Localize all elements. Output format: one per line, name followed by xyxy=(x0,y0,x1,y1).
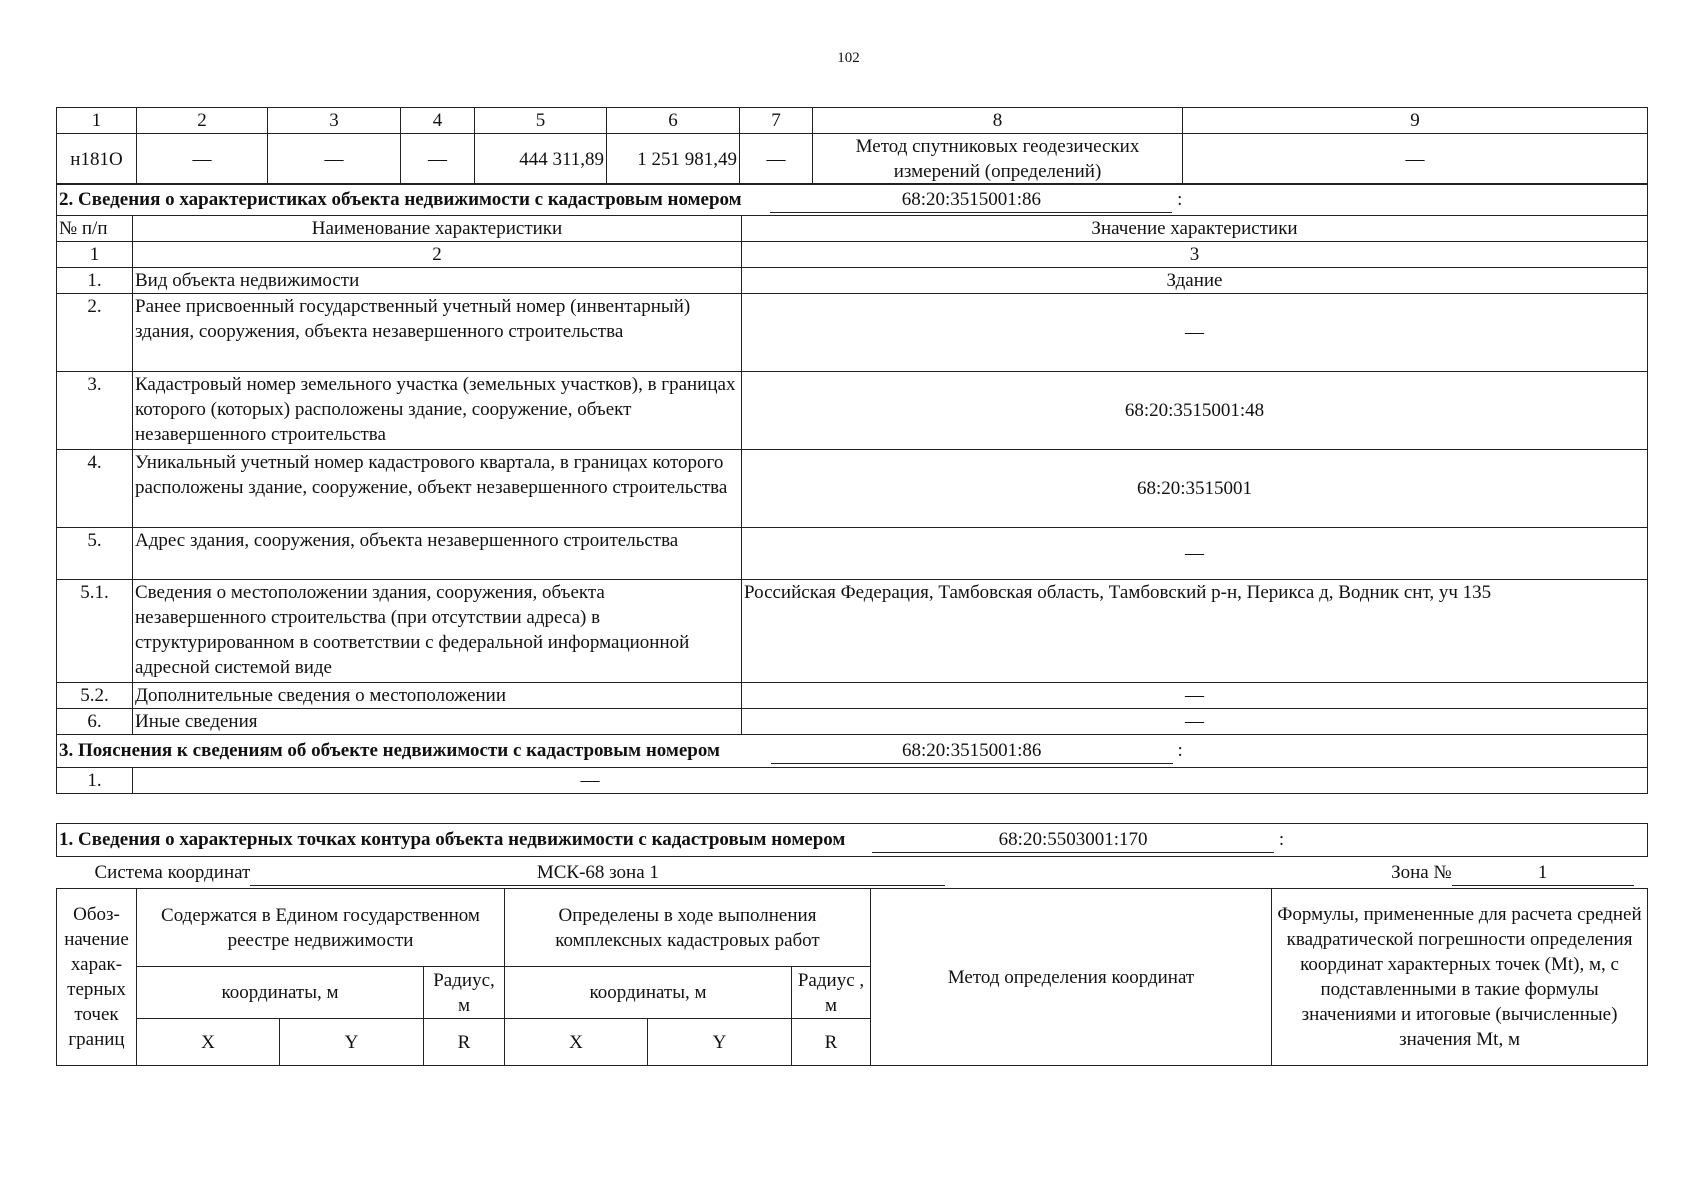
determined-header: Определены в ходе выполнения комплексных кадастровых работ xyxy=(505,889,871,967)
explanation-value xyxy=(133,768,1648,794)
header-cell: 4 xyxy=(401,108,475,134)
section-3-cadastral-number: 68:20:3515001:86 xyxy=(771,738,1173,764)
explanation-text: — xyxy=(580,770,600,791)
table-row xyxy=(57,580,1648,683)
column-header: № п/п xyxy=(57,216,133,242)
row-number: 1. xyxy=(57,768,133,794)
section-2-title: 2. Сведения о характеристиках объекта недвижимости с кадастровым номером xyxy=(59,188,742,210)
coordinate-x: 444 311,89 xyxy=(475,134,607,185)
table-cell: — xyxy=(1183,134,1648,185)
characteristic-name: Кадастровый номер земельного участка (земельных участков), в границах которого (которых) расположены здание, сооружение, объект незавершенного строительства xyxy=(133,372,742,450)
table-row xyxy=(57,294,1648,372)
row-number: 5. xyxy=(57,528,133,580)
header-cell: 1 xyxy=(57,108,137,134)
characteristic-value: — xyxy=(742,683,1648,709)
section-1b-colon: : xyxy=(1278,829,1285,850)
characteristic-name: Иные сведения xyxy=(133,709,742,735)
characteristic-name: Ранее присвоенный государственный учетный номер (инвентарный) здания, сооружения, объекта незавершенного строительства xyxy=(133,294,742,372)
coords-header: координаты, м xyxy=(505,967,792,1019)
contour-points-table xyxy=(56,823,1648,1066)
table-row xyxy=(57,450,1648,528)
r-header: R xyxy=(792,1019,871,1066)
section-1b-cadastral-number: 68:20:5503001:170 xyxy=(872,827,1274,853)
section-2-title-cell xyxy=(57,184,1648,216)
characteristic-value: Здание xyxy=(742,268,1648,294)
coordinates-table-top xyxy=(56,107,1648,185)
table-row xyxy=(57,134,1648,185)
header-row-1 xyxy=(57,889,1648,967)
in-registry-header: Содержатся в Едином государственном реестре недвижимости xyxy=(137,889,505,967)
table-cell: — xyxy=(268,134,401,185)
characteristic-value: — xyxy=(742,709,1648,735)
formulas-header: Формулы, примененные для расчета средней квадратической погрешности определения координат характерных точек (Mt), м, с подставленными в такие формулы значениями и итоговые (вычисленные) значения Mt, м xyxy=(1272,889,1648,1066)
column-number: 3 xyxy=(742,242,1648,268)
table-row xyxy=(57,528,1648,580)
point-designation: н181О xyxy=(57,134,137,185)
table-row xyxy=(57,372,1648,450)
section-3-title-row xyxy=(57,735,1648,768)
r-header: R xyxy=(424,1019,505,1066)
row-number: 3. xyxy=(57,372,133,450)
column-header: Наименование характеристики xyxy=(133,216,742,242)
column-number-row xyxy=(57,242,1648,268)
characteristic-value: Российская Федерация, Тамбовская область, Тамбовский р-н, Перикса д, Водник снт, уч 135 xyxy=(742,580,1648,683)
coords-header: координаты, м xyxy=(137,967,424,1019)
zone-label: Зона № xyxy=(1391,861,1452,883)
characteristic-name: Сведения о местоположении здания, сооружения, объекта незавершенного строительства (при отсутствии адреса) в структурированном в соответствии с федеральной информационной адресной системой виде xyxy=(133,580,742,683)
zone-value: 1 xyxy=(1452,860,1634,886)
coordinate-system-cell xyxy=(57,857,1648,889)
characteristic-name: Дополнительные сведения о местоположении xyxy=(133,683,742,709)
header-cell: 2 xyxy=(137,108,268,134)
header-cell: 3 xyxy=(268,108,401,134)
characteristics-table xyxy=(56,183,1648,794)
table-row xyxy=(57,683,1648,709)
coordinate-system-value: МСК-68 зона 1 xyxy=(250,860,945,886)
characteristic-value: 68:20:3515001 xyxy=(742,450,1648,528)
column-number: 2 xyxy=(133,242,742,268)
x-header: X xyxy=(505,1019,648,1066)
y-header: Y xyxy=(280,1019,424,1066)
coordinate-system-label: Система координат xyxy=(94,861,251,883)
method-cell: Метод спутниковых геодезических измерений (определений) xyxy=(813,134,1183,185)
column-number: 1 xyxy=(57,242,133,268)
header-cell: 7 xyxy=(740,108,813,134)
table-row xyxy=(57,268,1648,294)
header-cell: 6 xyxy=(607,108,740,134)
characteristic-name: Вид объекта недвижимости xyxy=(133,268,742,294)
column-header: Значение характеристики xyxy=(742,216,1648,242)
table-row xyxy=(57,768,1648,794)
characteristic-value: 68:20:3515001:48 xyxy=(742,372,1648,450)
method-header: Метод определения координат xyxy=(871,889,1272,1066)
table-cell: — xyxy=(740,134,813,185)
characteristic-value: — xyxy=(742,528,1648,580)
table-cell: — xyxy=(137,134,268,185)
x-header: X xyxy=(137,1019,280,1066)
section-1b-title-cell xyxy=(57,824,1648,857)
coordinate-y: 1 251 981,49 xyxy=(607,134,740,185)
page-number: 102 xyxy=(837,50,860,66)
characteristic-value: — xyxy=(742,294,1648,372)
section-2-cadastral-number: 68:20:3515001:86 xyxy=(770,187,1172,213)
y-header: Y xyxy=(648,1019,792,1066)
section-2-title-row xyxy=(57,184,1648,216)
header-cell: 5 xyxy=(475,108,607,134)
top-table-header-row xyxy=(57,108,1648,134)
section-3-colon: : xyxy=(1177,740,1183,761)
row-number: 5.1. xyxy=(57,580,133,683)
section-1b-title: 1. Сведения о характерных точках контура объекта недвижимости с кадастровым номером xyxy=(59,829,846,850)
row-number: 5.2. xyxy=(57,683,133,709)
section-3-title-cell xyxy=(57,735,1648,768)
header-cell: 9 xyxy=(1183,108,1648,134)
table-row xyxy=(57,709,1648,735)
column-header-row xyxy=(57,216,1648,242)
section-3-title: 3. Пояснения к сведениям об объекте недвижимости с кадастровым номером xyxy=(59,740,720,761)
radius-header: Радиус, м xyxy=(424,967,505,1019)
row-number: 1. xyxy=(57,268,133,294)
designation-header: Обоз- начение харак- терных точек границ xyxy=(57,889,137,1066)
characteristic-name: Уникальный учетный номер кадастрового квартала, в границах которого расположены здание, сооружение, объект незавершенного строительства xyxy=(133,450,742,528)
section-1b-title-row xyxy=(57,824,1648,857)
row-number: 2. xyxy=(57,294,133,372)
section-2-colon: : xyxy=(1177,188,1183,210)
row-number: 6. xyxy=(57,709,133,735)
radius-header: Радиус , м xyxy=(792,967,871,1019)
table-cell: — xyxy=(401,134,475,185)
coordinate-system-row xyxy=(57,857,1648,889)
header-cell: 8 xyxy=(813,108,1183,134)
characteristic-name: Адрес здания, сооружения, объекта незавершенного строительства xyxy=(133,528,742,580)
row-number: 4. xyxy=(57,450,133,528)
